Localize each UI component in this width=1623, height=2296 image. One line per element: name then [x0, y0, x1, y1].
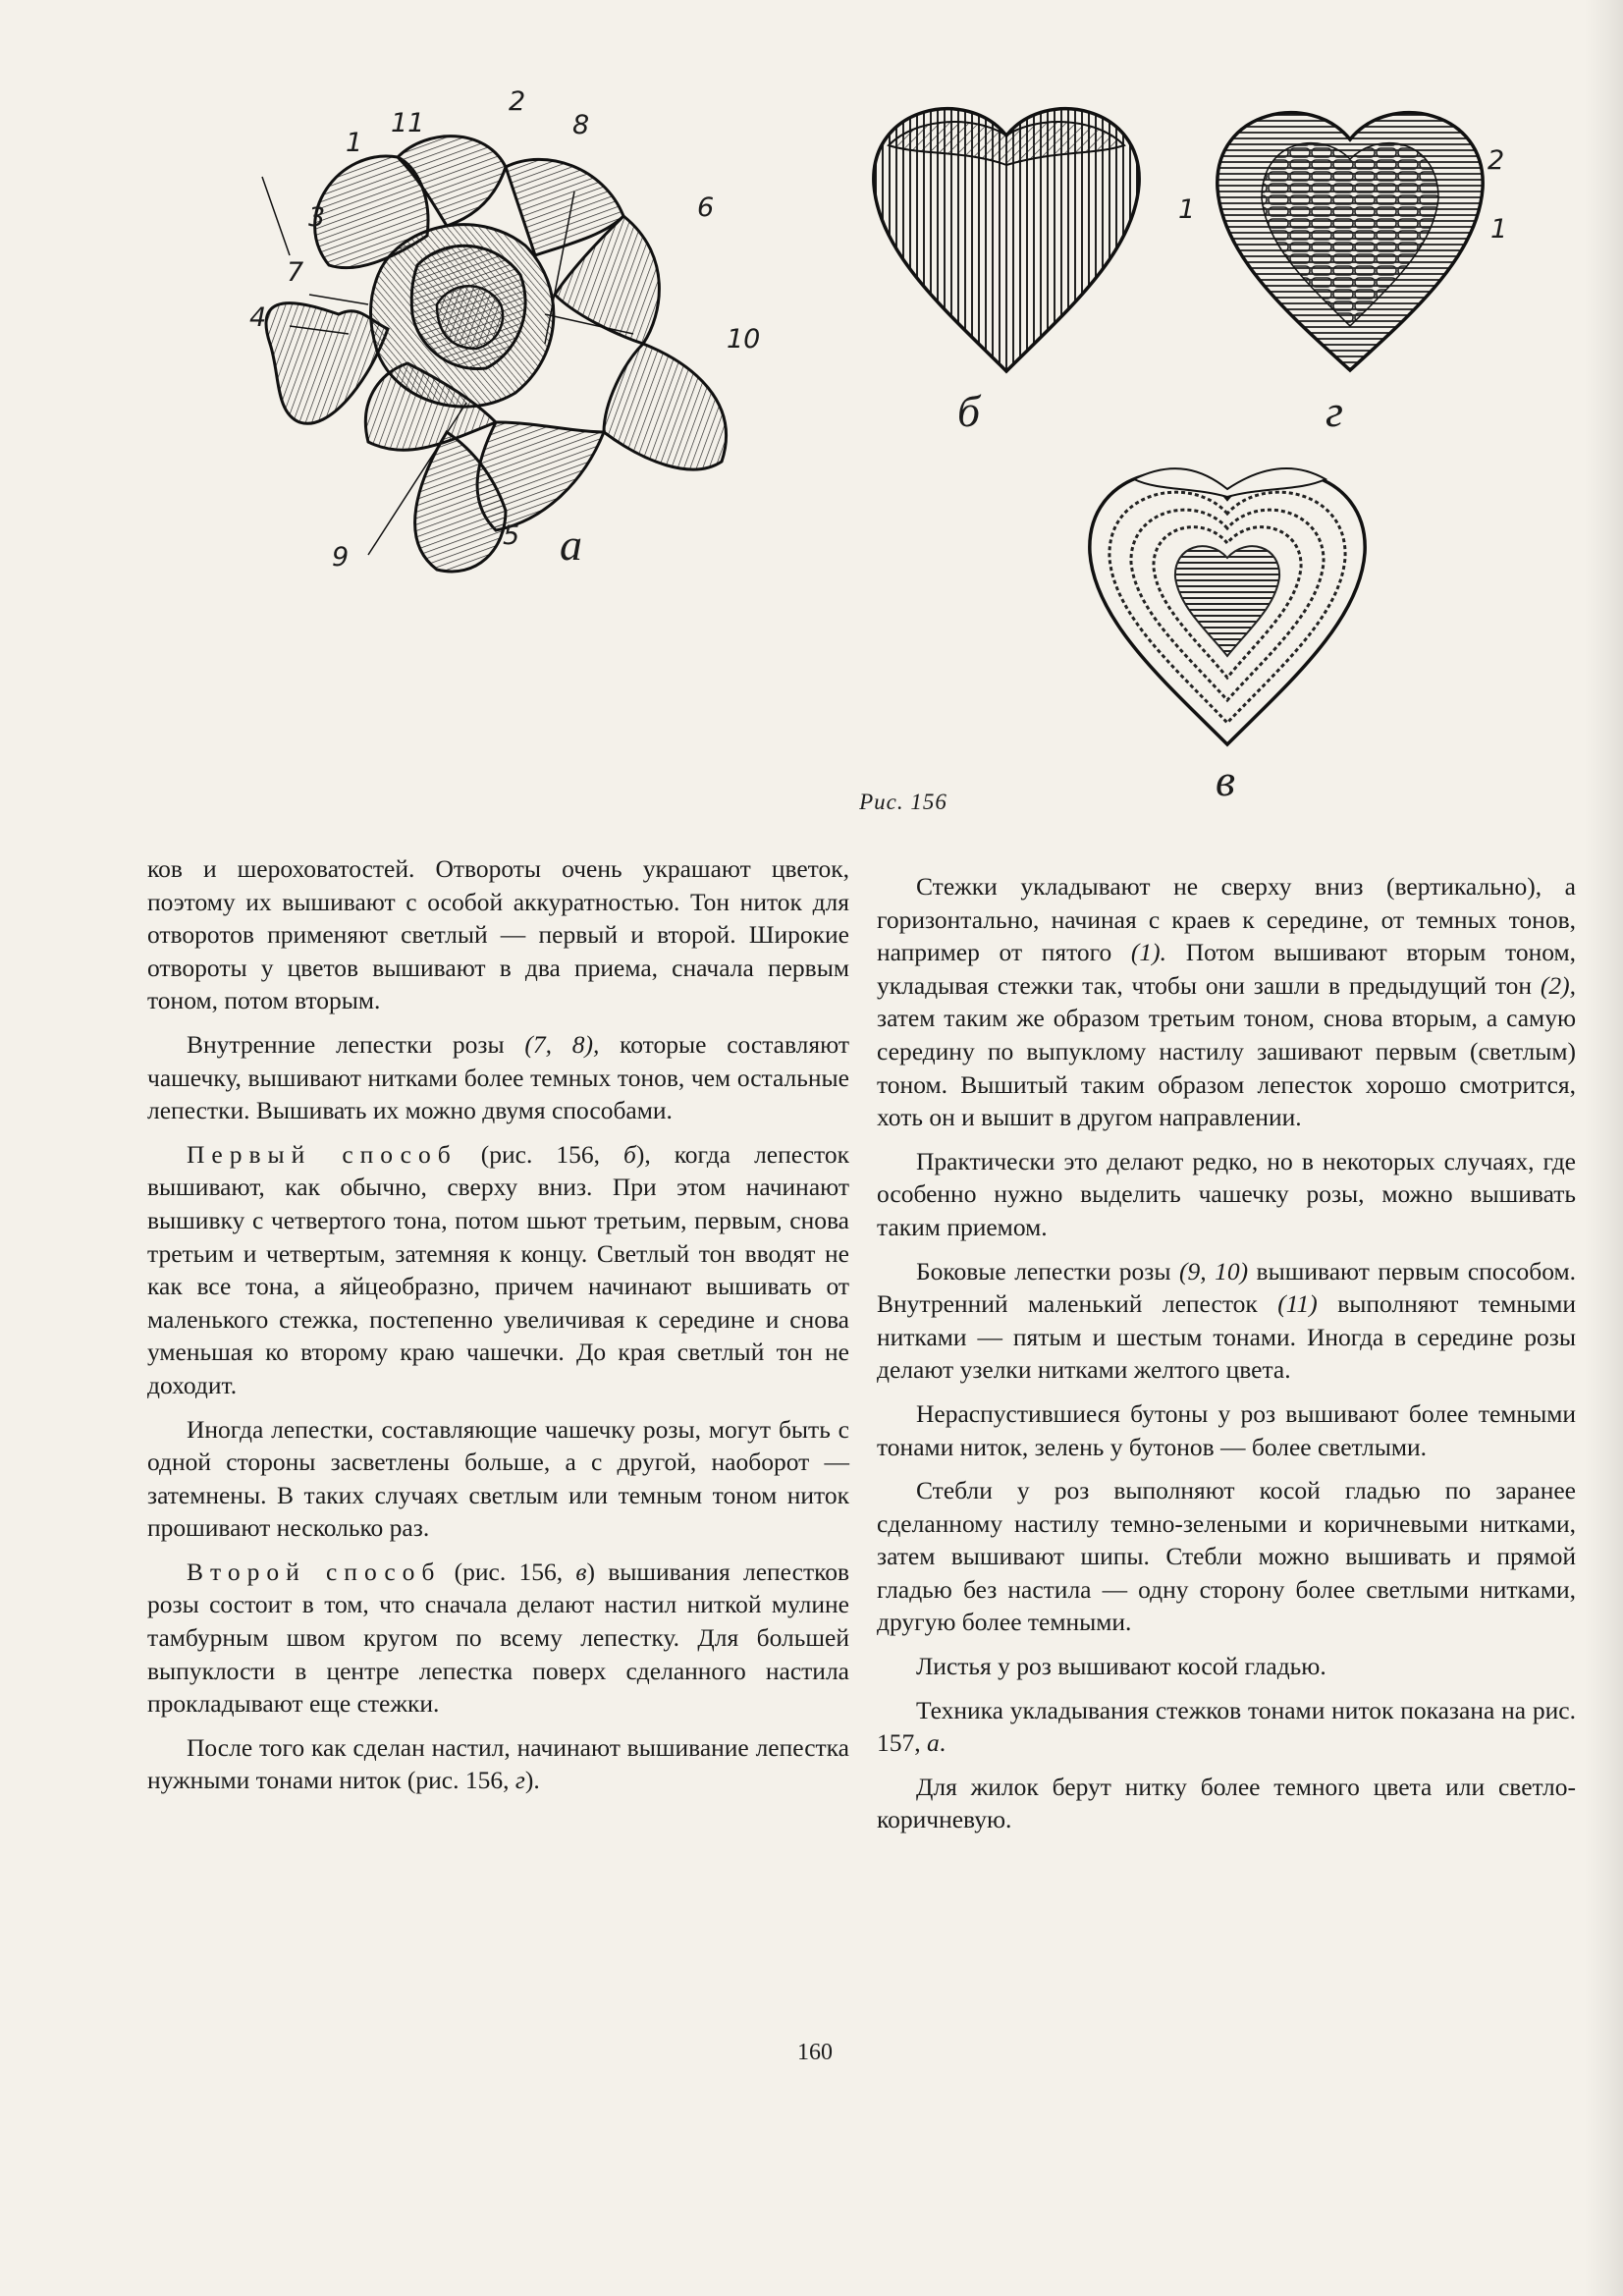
reference-span: в	[575, 1557, 587, 1586]
text-span: После того как сделан настил, начинают вышивание лепестка нужными тонами ниток (рис. 156,	[147, 1732, 849, 1795]
reference-span: (2),	[1540, 970, 1576, 1000]
left-paragraph-2	[147, 1028, 849, 1127]
text-span: (рис. 156,	[441, 1557, 576, 1586]
rose-callout-11: 11	[391, 108, 425, 138]
petal-g-drawing	[1203, 100, 1497, 385]
text-span: .	[939, 1728, 947, 1758]
petal-g-callout-2: 2	[1488, 145, 1505, 176]
rose-callout-7: 7	[287, 257, 304, 288]
petal-g-callout-1-left: 1	[1178, 194, 1196, 225]
page-number: 160	[797, 2040, 833, 2065]
text-span: Боковые лепестки розы	[916, 1256, 1179, 1285]
right-paragraph-3	[877, 1255, 1576, 1387]
right-paragraph-2: Практически это делают редко, но в некоторых случаях, где особенно нужно выделить чашечку розы, можно вышивать таким приемом.	[877, 1146, 1576, 1241]
reference-span: (9, 10)	[1178, 1256, 1249, 1285]
text-span: Техника укладывания стежков тонами ниток показана на рис. 157,	[877, 1695, 1576, 1758]
text-span: вышивают первым способом. Внутренний маленький лепесток	[877, 1256, 1576, 1319]
reference-span: а	[927, 1728, 940, 1758]
panel-label-b: б	[957, 386, 981, 436]
text-span: затем таким же образом третьим тоном, снова вторым, а самую середину по выпуклому настилу зашивают первым (светлым) тоном. Вышитый таким образом лепесток хорошо смотрится, хоть он и вышит в другом направлении.	[877, 1004, 1576, 1132]
left-paragraph-5	[147, 1556, 849, 1721]
petal-b-svg	[859, 96, 1154, 391]
rose-callout-3: 3	[308, 202, 326, 233]
rose-callout-5: 5	[503, 520, 520, 551]
petal-v-svg	[1075, 460, 1380, 754]
petal-g-callout-1-right: 1	[1490, 214, 1508, 245]
text-span: Потом вышивают вторым тоном, укладывая стежки так, чтобы они зашли в предыдущий тон	[877, 938, 1576, 1000]
left-paragraph-3	[147, 1138, 849, 1402]
panel-label-v: в	[1216, 755, 1235, 805]
text-span: Стежки укладывают не сверху вниз (вертикально), а горизонтально, начиная с краев к середине, от темных тонов, например от пятого	[877, 872, 1576, 967]
petal-b-drawing	[859, 96, 1154, 391]
rose-callout-8: 8	[572, 110, 590, 140]
left-paragraph-4: Иногда лепестки, составляющие чашечку розы, могут быть с одной стороны засветлены больше, а с другой, наоборот — затемнены. В таких случаях светлым или темным тоном ниток прошивают несколько раз.	[147, 1414, 849, 1543]
right-paragraph-5: Стебли у роз выполняют косой гладью по заранее сделанному настилу темно-зелеными и коричневыми нитками, затем вышивают шипы. Стебли можно вышивать и прямой гладью без настила — одну сторону более светлыми нитками, другую более темными.	[877, 1476, 1576, 1637]
text-span: ), когда лепесток вышивают, как обычно, сверху вниз. При этом начинают вышивку с четвертого тона, потом шьют третьим, первым, снова третьим и четвертым, затемняя к концу. Светлый тон вводят не как все тона, а яйцеобразно, причем начинают вышивать от маленького стежка, постепенно увеличивая к середине и снова уменьшая ко второму краю чашечки. До края светлый тон не доходит.	[147, 1139, 849, 1399]
petal-g-svg	[1203, 100, 1497, 385]
spaced-heading: Первый способ	[187, 1139, 458, 1169]
text-span: ) вышивания лепестков розы состоит в том, что сначала делают настил ниткой мулине тамбурным швом кругом по всему лепестку. Для большей выпуклости в центре лепестка поверх сделанного настила прокладывают еще стежки.	[147, 1557, 849, 1719]
scan-edge-shadow	[1584, 0, 1623, 2296]
right-paragraph-1	[877, 870, 1576, 1134]
text-span: выполняют темными нитками — пятым и шестым тонами. Иногда в середине розы делают узелки нитками желтого цвета.	[877, 1289, 1576, 1385]
rose-callout-6: 6	[697, 192, 715, 223]
reference-span: г	[514, 1766, 525, 1795]
right-paragraph-8: Для жилок берут нитку более темного цвета или светло-коричневую.	[877, 1772, 1576, 1834]
rose-callout-4: 4	[249, 302, 267, 333]
rose-callout-1: 1	[346, 128, 363, 158]
text-span: которые составляют чашечку, вышивают нитками более темных тонов, чем остальные лепестки. Вышивать их можно двумя способами.	[147, 1029, 849, 1125]
left-text-column	[147, 852, 849, 1808]
reference-span: (7, 8),	[524, 1029, 600, 1059]
rose-drawing-svg	[250, 108, 761, 589]
reference-span: б	[623, 1139, 636, 1169]
rose-callout-10: 10	[727, 324, 761, 355]
text-span: (рис. 156,	[457, 1139, 623, 1169]
reference-span: (11)	[1277, 1289, 1318, 1319]
text-span: Внутренние лепестки розы	[187, 1029, 525, 1059]
right-paragraph-4: Нераспустившиеся бутоны у роз вышивают более темными тонами ниток, зелень у бутонов — более светлыми.	[877, 1398, 1576, 1461]
text-span: ).	[524, 1766, 540, 1795]
panel-label-a: а	[560, 519, 582, 570]
reference-span: (1).	[1130, 938, 1167, 967]
left-paragraph-1: ков и шероховатостей. Отвороты очень украшают цветок, поэтому их вышивают с особой аккуратностью. Тон ниток для отворотов применяют светлый — первый и второй. Широкие отвороты у цветов вышивают в два приема, сначала первым тоном, потом вторым.	[147, 854, 849, 1015]
figure-caption: Рис. 156	[859, 790, 947, 814]
left-paragraph-6	[147, 1731, 849, 1797]
panel-label-g: г	[1325, 386, 1343, 436]
rose-drawing	[250, 108, 761, 589]
right-paragraph-6: Листья у роз вышивают косой гладью.	[916, 1652, 1326, 1681]
right-text-column	[877, 870, 1576, 1847]
petal-v-drawing	[1075, 460, 1380, 754]
spaced-heading: Второй способ	[187, 1557, 442, 1586]
rose-callout-2: 2	[509, 86, 526, 117]
rose-callout-9: 9	[332, 542, 350, 573]
right-paragraph-7	[877, 1694, 1576, 1760]
